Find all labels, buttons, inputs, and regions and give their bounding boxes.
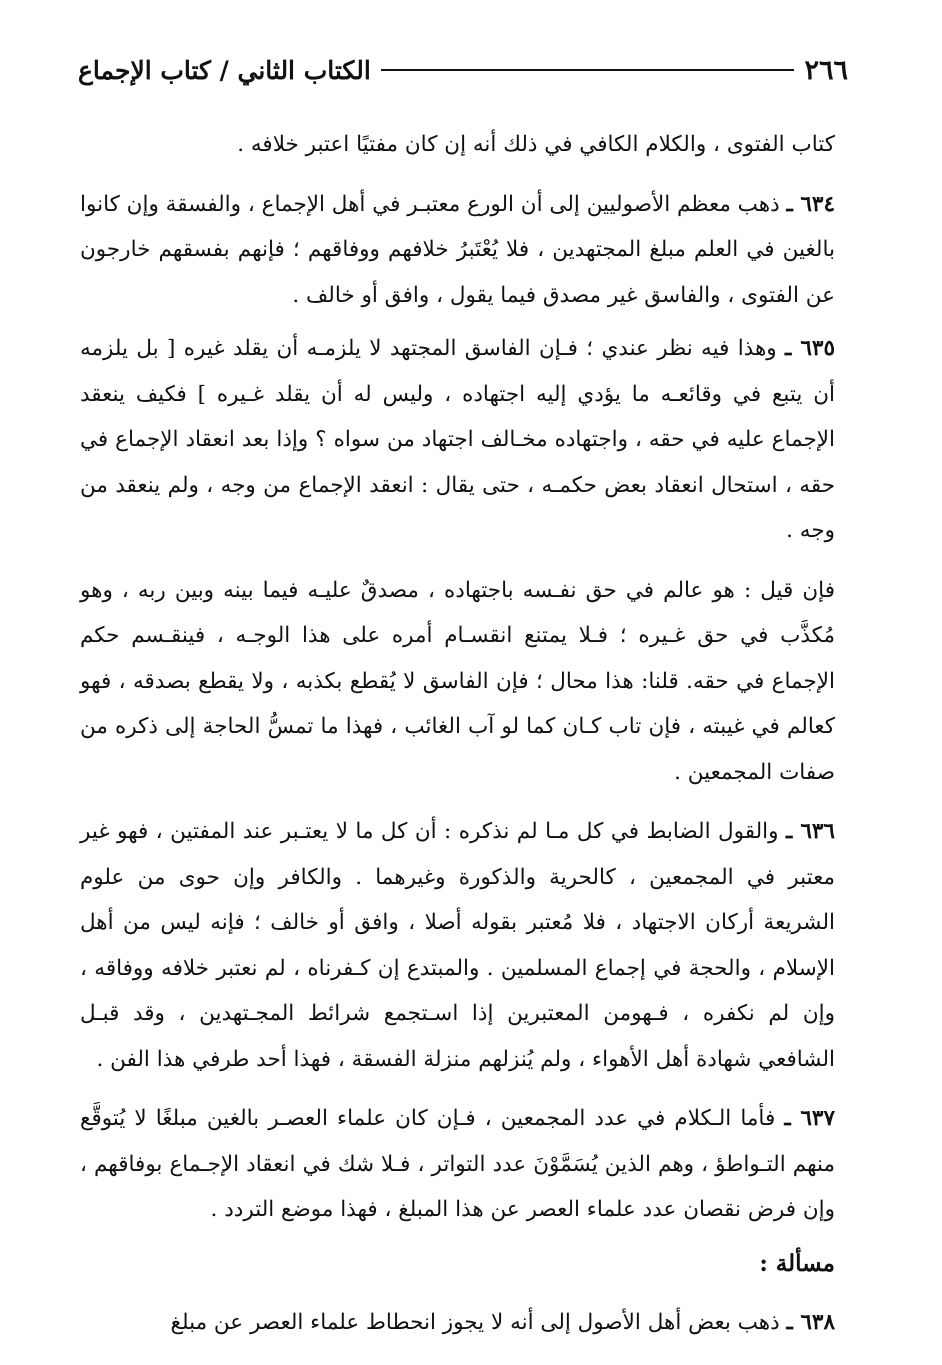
paragraph-text: ذهب معظم الأصوليين إلى أن الورع معتبـر في أهل الإجماع ، والفسقة وإن كانوا بالغين في العلم مبلغ المجتهدين ، فلا يُعْتَبرُ خلافهم ووفاقهم ؛ فإنهم بفسقهم خارجون عن الفتوى ، والفاسق غير مصدق فيما يقول ، وافق أو خالف . [80,191,835,308]
paragraph-objection [80,568,835,796]
paragraph-text: وهذا فيه نظر عندي ؛ فـإن الفاسق المجتهد لا يلزمـه أن يقلد غيره [ بل يلزمه أن يتبع في وقائعـه ما يؤدي إليه اجتهاده ، وليس له أن يقلد غـيره ] فكيف ينعقد الإجماع عليه في حقه ، واجتهاده مخـالف اجتهاد من سواه ؟ وإذا بعد انعقاد الإجماع في حقه ، استحال انعقاد بعض حكمـه ، حتى يقال : انعقد الإجماع من وجه ، ولم ينعقد من وجه . [80,336,835,543]
page-body [80,122,835,1353]
paragraph-635 [80,326,835,554]
paragraph-text: كتاب الفتوى ، والكلام الكافي في ذلك أنه إن كان مفتيًا اعتبر خلافه . [237,132,835,157]
paragraph-number: ٦٣٥ ـ [785,336,835,361]
paragraph-638 [80,1300,835,1346]
paragraph-text: فإن قيل : هو عالم في حق نفـسه باجتهاده ، مصدقٌ عليـه فيما بينه وبين ربه ، وهو مُكذَّب في حق غـيره ؛ فـلا يمتنع انقسـام أمره على هذا الوجـه ، فينقـسم حكم الإجماع في حقه. قلنا: هذا محال ؛ فإن الفاسق لا يُقطع بكذبه ، ولا يقطع بصدقه ، فهو كعالم في غيبته ، فإن تاب كـان كما لو آب الغائب ، فهذا ما تمسُّ الحاجة إلى ذكره من صفات المجمعين . [80,577,835,785]
section-heading: مسألة : [759,1249,835,1277]
paragraph-number: ٦٣٦ ـ [785,819,835,844]
page-number: ٢٦٦ [804,54,848,86]
running-title: الكتاب الثاني / كتاب الإجماع [78,55,371,85]
paragraph-text: فأما الـكلام في عدد المجمعين ، فـإن كان علماء العصـر بالغين مبلغًا لا يُتوقَّع منهم التـواطؤ ، وهم الذين يُسَمَّوْنَ عدد التواتر ، فـلا شك في انعقاد الإجـماع بوفاقهم ، وإن فرض نقصان عدد علماء العصر عن هذا المبلغ ، فهذا موضع التردد . [80,1106,835,1222]
paragraph-634 [80,182,835,319]
paragraph-continuation [80,122,835,168]
paragraph-text: ذهب بعض أهل الأصول إلى أنه لا يجوز انحطاط علماء العصر عن مبلغ [170,1309,787,1335]
paragraph-number: ٦٣٨ ـ [786,1309,835,1335]
header-rule [381,69,795,71]
paragraph-text: والقول الضابط في كل مـا لم نذكره : أن كل ما لا يعتـبر عند المفتين ، فهو غير معتبر في المجمعين ، كالحرية والذكورة وغيرهما . والكافر وإن حوى من علوم الشريعة أركان الاجتهاد ، فلا مُعتبر بقوله أصلا ، وافق أو خالف ؛ فإنه ليس من أهل الإسلام ، والحجة في إجماع المسلمين . والمبتدع إن كـفرناه ، لم نعتبر خلافه ووفاقه ، وإن لم نكفره ، فـهومن المعتبرين إذا اسـتجمع شرائط المجـتهدين ، وقد قبـل الشافعي شهادة أهل الأهواء ، ولم يُنزلهم منزلة الفسقة ، فهذا أحد طرفي هذا الفن . [80,819,835,1072]
paragraph-number: ٦٣٧ ـ [784,1106,835,1131]
page-header [78,48,848,92]
paragraph-637 [80,1096,835,1233]
paragraph-number: ٦٣٤ ـ [786,191,835,217]
paragraph-636 [80,809,835,1082]
